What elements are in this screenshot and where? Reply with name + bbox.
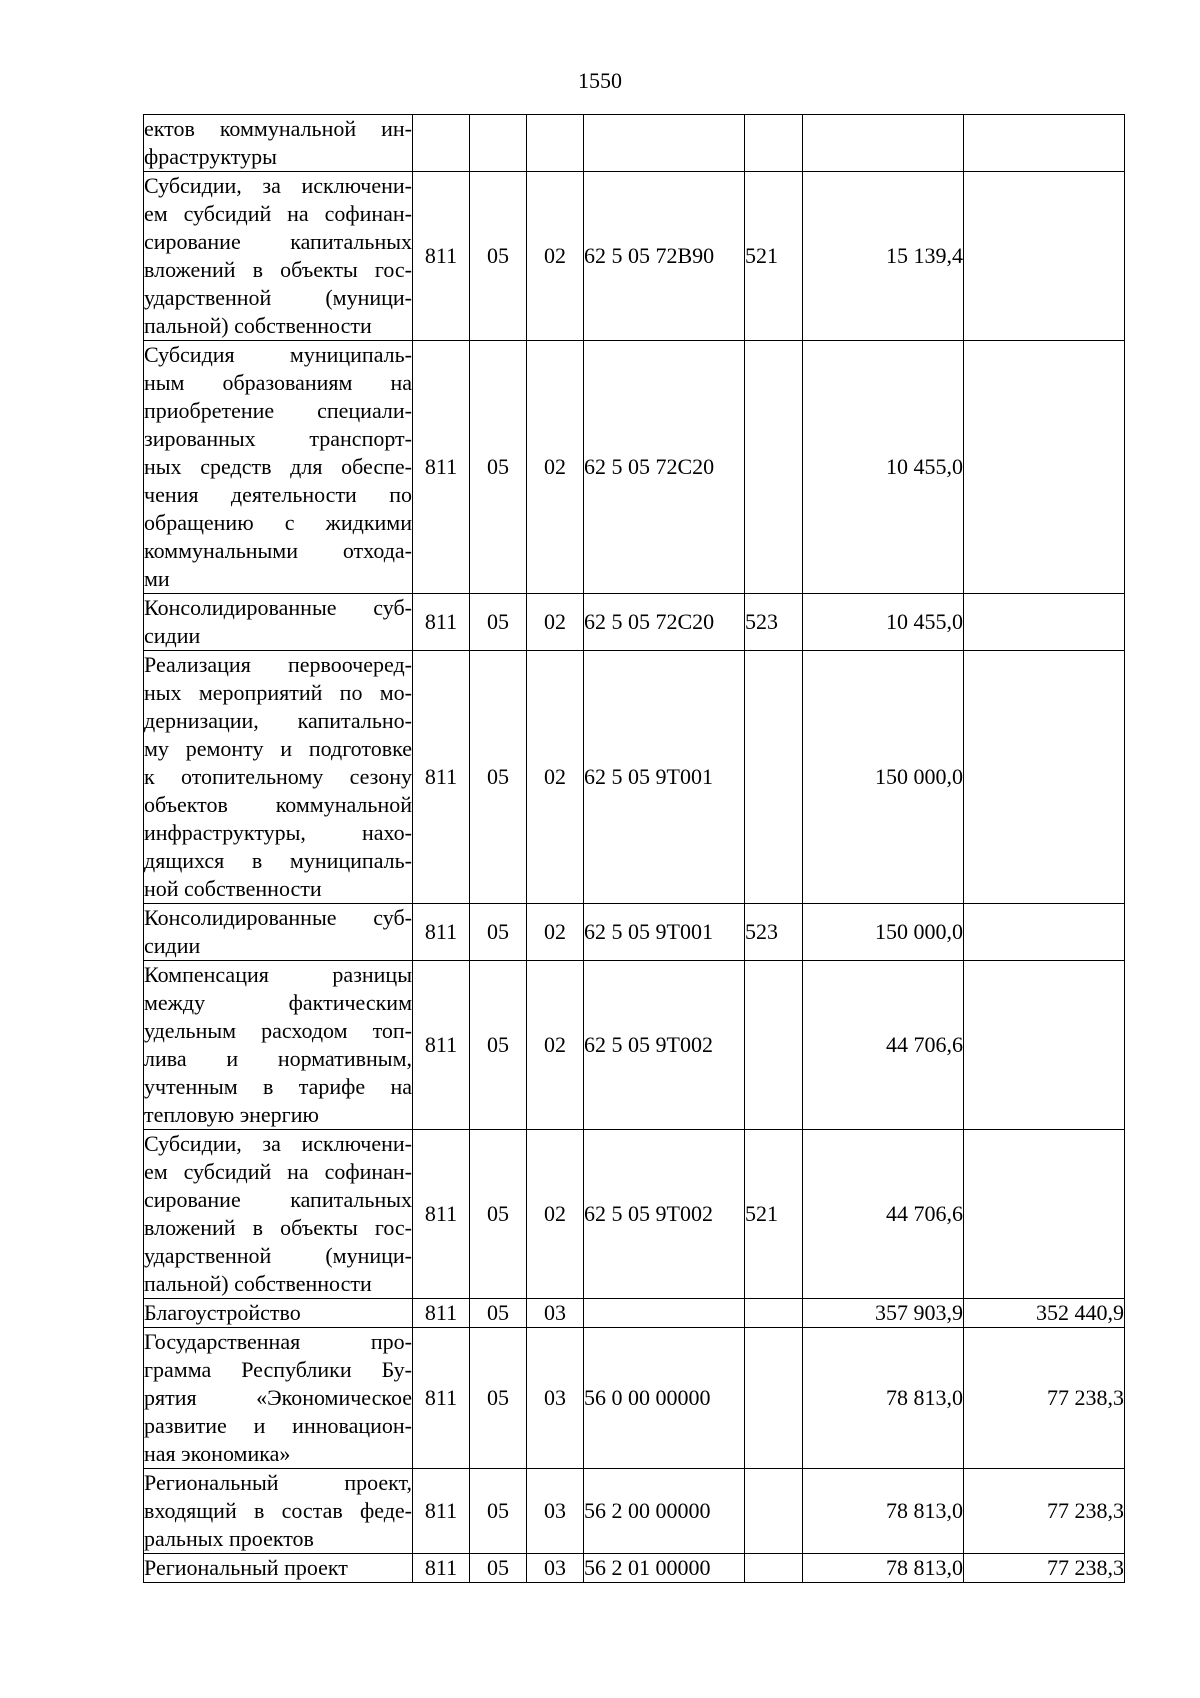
description-line: зированных транспорт- bbox=[144, 426, 412, 451]
ministry-code-cell: 811 bbox=[413, 1554, 470, 1583]
section-code-cell: 05 bbox=[470, 341, 527, 594]
description-line: дернизации, капитально- bbox=[144, 708, 412, 733]
description-line: рятия «Экономическое bbox=[144, 1385, 412, 1410]
description-line: ударственной (муници- bbox=[144, 285, 412, 310]
expense-type-cell: 521 bbox=[745, 1130, 803, 1299]
section-code-cell: 05 bbox=[470, 904, 527, 961]
description-line: чения деятельности по bbox=[144, 482, 412, 507]
description-line: сидии bbox=[144, 623, 201, 648]
section-code-cell: 05 bbox=[470, 1469, 527, 1554]
target-article-cell bbox=[584, 115, 745, 172]
expense-type-cell bbox=[745, 961, 803, 1130]
subsection-code-cell: 03 bbox=[527, 1328, 584, 1469]
description-line: Благоустройство bbox=[144, 1300, 301, 1325]
section-code-cell: 05 bbox=[470, 594, 527, 651]
target-article-cell: 62 5 05 9Т001 bbox=[584, 651, 745, 904]
description-cell bbox=[144, 651, 413, 904]
description-cell bbox=[144, 341, 413, 594]
amount-2026-cell bbox=[964, 1130, 1125, 1299]
table-row bbox=[144, 341, 1125, 594]
subsection-code-cell: 02 bbox=[527, 904, 584, 961]
subsection-code-cell: 03 bbox=[527, 1469, 584, 1554]
amount-2026-cell: 77 238,3 bbox=[964, 1469, 1125, 1554]
description-line: Региональный проект bbox=[144, 1555, 348, 1580]
table-row bbox=[144, 172, 1125, 341]
description-line: Региональный проект, bbox=[144, 1470, 412, 1495]
description-line: ной собственности bbox=[144, 876, 322, 901]
ministry-code-cell: 811 bbox=[413, 1130, 470, 1299]
description-cell bbox=[144, 594, 413, 651]
amount-2026-cell bbox=[964, 904, 1125, 961]
amount-2026-cell bbox=[964, 594, 1125, 651]
description-line: объектов коммунальной bbox=[144, 792, 412, 817]
table-row bbox=[144, 904, 1125, 961]
amount-2026-cell bbox=[964, 341, 1125, 594]
description-line: грамма Республики Бу- bbox=[144, 1357, 412, 1382]
description-line: обращению с жидкими bbox=[144, 510, 412, 535]
target-article-cell: 62 5 05 72С20 bbox=[584, 594, 745, 651]
ministry-code-cell: 811 bbox=[413, 594, 470, 651]
description-line: вложений в объекты гос- bbox=[144, 1215, 412, 1240]
amount-2025-cell: 150 000,0 bbox=[803, 651, 964, 904]
table-row bbox=[144, 115, 1125, 172]
target-article-cell: 62 5 05 72В90 bbox=[584, 172, 745, 341]
description-line: ем субсидий на софинан- bbox=[144, 201, 412, 226]
expense-type-cell bbox=[745, 1554, 803, 1583]
expense-type-cell bbox=[745, 1469, 803, 1554]
table-row bbox=[144, 1469, 1125, 1554]
table-body bbox=[144, 115, 1125, 1583]
ministry-code-cell: 811 bbox=[413, 1469, 470, 1554]
description-line: пальной) собственности bbox=[144, 313, 372, 338]
description-line: удельным расходом топ- bbox=[144, 1018, 412, 1043]
description-line: ная экономика» bbox=[144, 1441, 291, 1466]
subsection-code-cell: 02 bbox=[527, 961, 584, 1130]
expense-type-cell bbox=[745, 1328, 803, 1469]
expense-type-cell: 523 bbox=[745, 904, 803, 961]
description-line: сирование капитальных bbox=[144, 1187, 412, 1212]
ministry-code-cell: 811 bbox=[413, 1328, 470, 1469]
table-row bbox=[144, 1130, 1125, 1299]
subsection-code-cell: 02 bbox=[527, 1130, 584, 1299]
ministry-code-cell: 811 bbox=[413, 651, 470, 904]
section-code-cell: 05 bbox=[470, 1130, 527, 1299]
section-code-cell: 05 bbox=[470, 1328, 527, 1469]
description-line: ектов коммунальной ин- bbox=[144, 116, 412, 141]
description-cell bbox=[144, 1299, 413, 1328]
table-row bbox=[144, 1299, 1125, 1328]
description-line: лива и нормативным, bbox=[144, 1046, 412, 1071]
ministry-code-cell: 811 bbox=[413, 904, 470, 961]
page-number: 1550 bbox=[578, 68, 622, 93]
expense-type-cell bbox=[745, 341, 803, 594]
section-code-cell bbox=[470, 115, 527, 172]
budget-table bbox=[143, 114, 1125, 1583]
amount-2025-cell bbox=[803, 115, 964, 172]
amount-2025-cell: 78 813,0 bbox=[803, 1328, 964, 1469]
description-line: му ремонту и подготовке bbox=[144, 736, 412, 761]
section-code-cell: 05 bbox=[470, 961, 527, 1130]
amount-2025-cell: 44 706,6 bbox=[803, 961, 964, 1130]
subsection-code-cell bbox=[527, 115, 584, 172]
expense-type-cell bbox=[745, 115, 803, 172]
expense-type-cell: 523 bbox=[745, 594, 803, 651]
amount-2026-cell bbox=[964, 115, 1125, 172]
ministry-code-cell: 811 bbox=[413, 172, 470, 341]
description-line: Субсидии, за исключени- bbox=[144, 173, 412, 198]
description-line: ных мероприятий по мо- bbox=[144, 680, 412, 705]
amount-2025-cell: 78 813,0 bbox=[803, 1554, 964, 1583]
description-line: ным образованиям на bbox=[144, 370, 412, 395]
description-line: ми bbox=[144, 566, 170, 591]
amount-2026-cell bbox=[964, 651, 1125, 904]
ministry-code-cell: 811 bbox=[413, 341, 470, 594]
section-code-cell: 05 bbox=[470, 172, 527, 341]
subsection-code-cell: 02 bbox=[527, 341, 584, 594]
target-article-cell bbox=[584, 1299, 745, 1328]
section-code-cell: 05 bbox=[470, 1554, 527, 1583]
section-code-cell: 05 bbox=[470, 651, 527, 904]
subsection-code-cell: 03 bbox=[527, 1554, 584, 1583]
amount-2025-cell: 150 000,0 bbox=[803, 904, 964, 961]
subsection-code-cell: 02 bbox=[527, 172, 584, 341]
description-line: коммунальными отхода- bbox=[144, 538, 412, 563]
target-article-cell: 56 2 00 00000 bbox=[584, 1469, 745, 1554]
description-line: Субсидии, за исключени- bbox=[144, 1131, 412, 1156]
target-article-cell: 62 5 05 9Т002 bbox=[584, 961, 745, 1130]
amount-2025-cell: 15 139,4 bbox=[803, 172, 964, 341]
description-cell bbox=[144, 961, 413, 1130]
amount-2025-cell: 10 455,0 bbox=[803, 341, 964, 594]
amount-2025-cell: 44 706,6 bbox=[803, 1130, 964, 1299]
ministry-code-cell: 811 bbox=[413, 1299, 470, 1328]
target-article-cell: 56 2 01 00000 bbox=[584, 1554, 745, 1583]
target-article-cell: 62 5 05 9Т001 bbox=[584, 904, 745, 961]
table-row bbox=[144, 961, 1125, 1130]
description-line: ударственной (муници- bbox=[144, 1243, 412, 1268]
description-cell bbox=[144, 1554, 413, 1583]
description-line: фраструктуры bbox=[144, 144, 277, 169]
description-line: Консолидированные суб- bbox=[144, 595, 412, 620]
description-line: ных средств для обеспе- bbox=[144, 454, 412, 479]
table-row bbox=[144, 1328, 1125, 1469]
target-article-cell: 62 5 05 9Т002 bbox=[584, 1130, 745, 1299]
section-code-cell: 05 bbox=[470, 1299, 527, 1328]
expense-type-cell bbox=[745, 1299, 803, 1328]
subsection-code-cell: 02 bbox=[527, 651, 584, 904]
description-line: сидии bbox=[144, 933, 201, 958]
description-cell bbox=[144, 904, 413, 961]
description-line: развитие и инновацион- bbox=[144, 1413, 412, 1438]
expense-type-cell bbox=[745, 651, 803, 904]
description-line: ральных проектов bbox=[144, 1526, 314, 1551]
description-line: Консолидированные суб- bbox=[144, 905, 412, 930]
amount-2025-cell: 78 813,0 bbox=[803, 1469, 964, 1554]
description-line: Компенсация разницы bbox=[144, 962, 412, 987]
amount-2026-cell: 77 238,3 bbox=[964, 1554, 1125, 1583]
target-article-cell: 56 0 00 00000 bbox=[584, 1328, 745, 1469]
subsection-code-cell: 02 bbox=[527, 594, 584, 651]
description-line: приобретение специали- bbox=[144, 398, 412, 423]
description-line: Реализация первоочеред- bbox=[144, 652, 412, 677]
amount-2026-cell bbox=[964, 172, 1125, 341]
description-cell bbox=[144, 172, 413, 341]
table-row bbox=[144, 651, 1125, 904]
target-article-cell: 62 5 05 72С20 bbox=[584, 341, 745, 594]
amount-2025-cell: 10 455,0 bbox=[803, 594, 964, 651]
description-line: между фактическим bbox=[144, 990, 412, 1015]
table-row bbox=[144, 1554, 1125, 1583]
amount-2026-cell: 77 238,3 bbox=[964, 1328, 1125, 1469]
description-cell bbox=[144, 1130, 413, 1299]
description-line: ем субсидий на софинан- bbox=[144, 1159, 412, 1184]
ministry-code-cell bbox=[413, 115, 470, 172]
amount-2026-cell: 352 440,9 bbox=[964, 1299, 1125, 1328]
table-row bbox=[144, 594, 1125, 651]
description-cell bbox=[144, 115, 413, 172]
description-line: учтенным в тарифе на bbox=[144, 1074, 412, 1099]
amount-2025-cell: 357 903,9 bbox=[803, 1299, 964, 1328]
description-cell bbox=[144, 1328, 413, 1469]
description-line: сирование капитальных bbox=[144, 229, 412, 254]
ministry-code-cell: 811 bbox=[413, 961, 470, 1130]
description-line: к отопительному сезону bbox=[144, 764, 412, 789]
expense-type-cell: 521 bbox=[745, 172, 803, 341]
amount-2026-cell bbox=[964, 961, 1125, 1130]
description-line: входящий в состав феде- bbox=[144, 1498, 412, 1523]
description-cell bbox=[144, 1469, 413, 1554]
description-line: инфраструктуры, нахо- bbox=[144, 820, 412, 845]
subsection-code-cell: 03 bbox=[527, 1299, 584, 1328]
description-line: Субсидия муниципаль- bbox=[144, 342, 412, 367]
description-line: дящихся в муниципаль- bbox=[144, 848, 412, 873]
description-line: пальной) собственности bbox=[144, 1271, 372, 1296]
description-line: тепловую энергию bbox=[144, 1102, 319, 1127]
description-line: вложений в объекты гос- bbox=[144, 257, 412, 282]
description-line: Государственная про- bbox=[144, 1329, 412, 1354]
